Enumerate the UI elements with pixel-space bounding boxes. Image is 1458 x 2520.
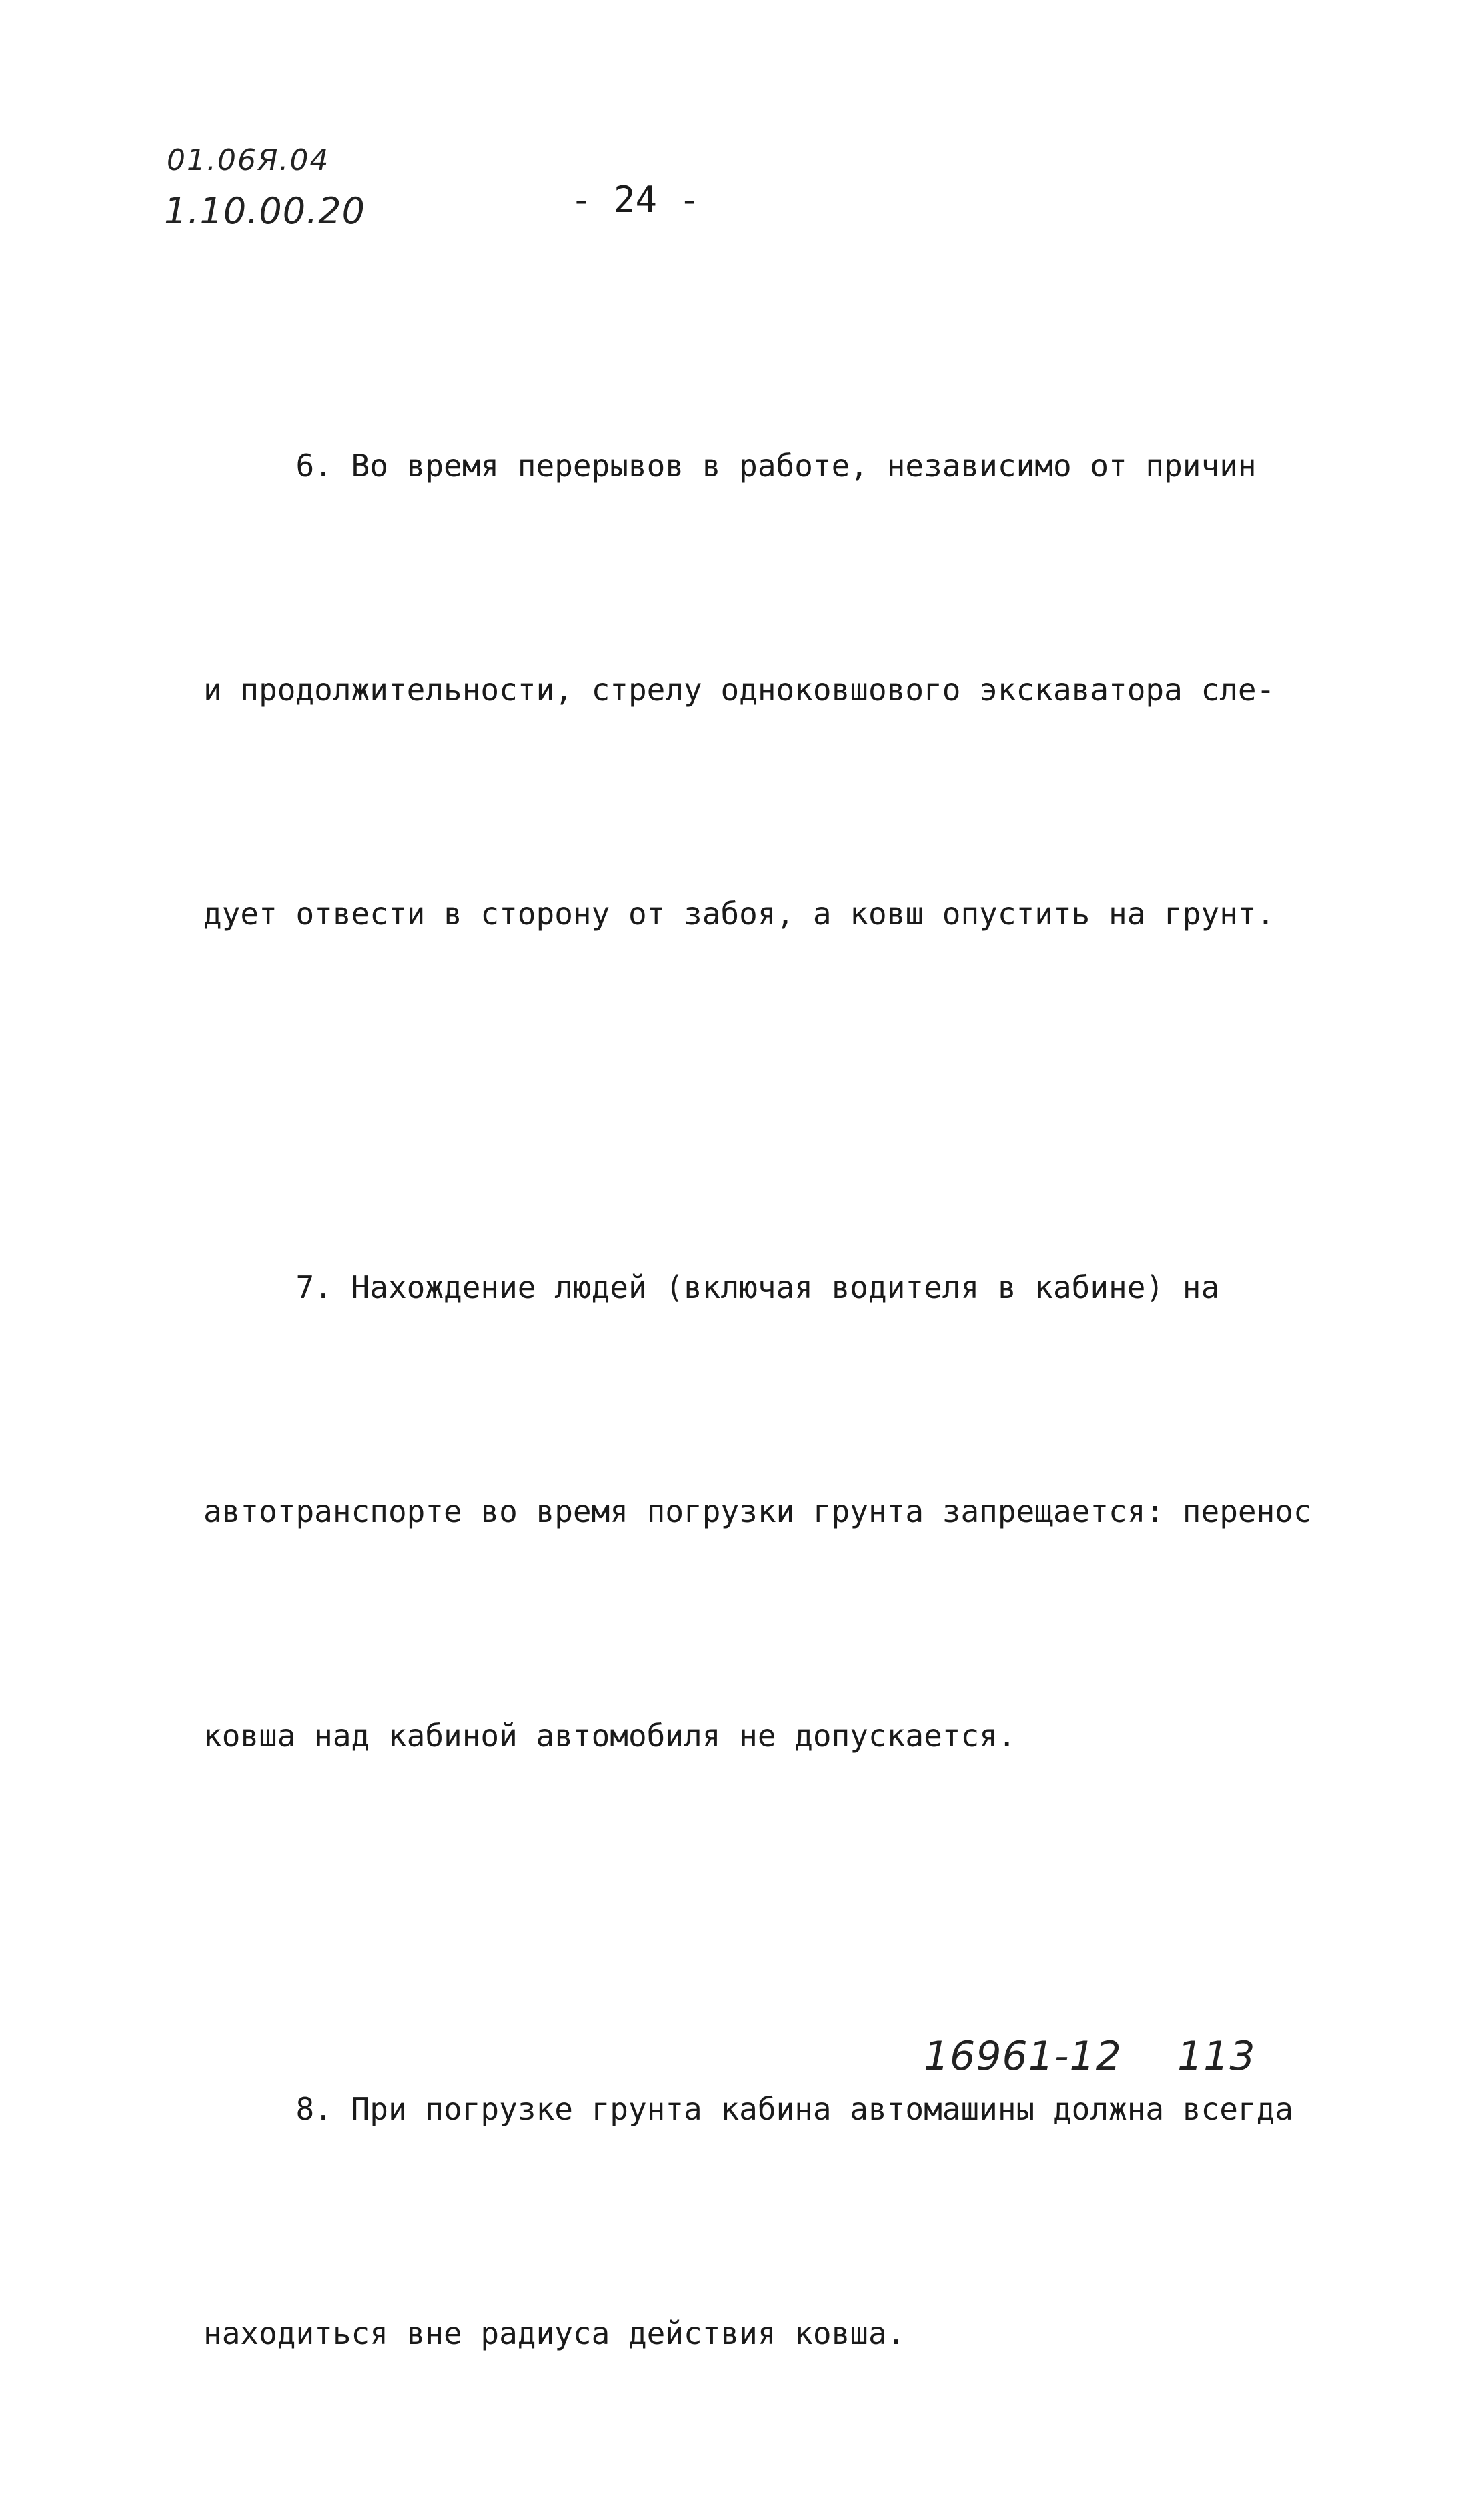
paragraph-8: [203, 1922, 1337, 2520]
text-line: 7. Нахождение людей (включая водителя в кабине) на: [203, 1269, 1220, 1305]
text-line: и продолжительности, стрелу одноковшового экскаватора сле-: [203, 672, 1275, 708]
document-body: [203, 279, 1337, 2520]
text-line: находиться вне радиуса действия ковша.: [203, 2315, 906, 2351]
paragraph-7: [203, 1101, 1337, 1922]
document-code-line-1: 01.06Я.04: [167, 143, 330, 177]
page-number: - 24 -: [570, 179, 701, 221]
text-line: автотранспорте во время погрузки грунта запрещается: перенос: [203, 1493, 1312, 1529]
document-code-line-2: 1.10.00.20: [164, 190, 366, 232]
paragraph-6: [203, 279, 1337, 1101]
text-line: 6. Во время перерывов в работе, независимо от причин: [203, 448, 1257, 484]
inventory-number: 16961-12: [924, 2033, 1122, 2080]
text-line: ковша над кабиной автомобиля не допускается.: [203, 1718, 1016, 1754]
sheet-number: 113: [1177, 2033, 1256, 2080]
text-line: 8. При погрузке грунта кабина автомашины должна всегда: [203, 2091, 1293, 2127]
text-line: дует отвести в сторону от забоя, а ковш опустить на грунт.: [203, 896, 1275, 932]
